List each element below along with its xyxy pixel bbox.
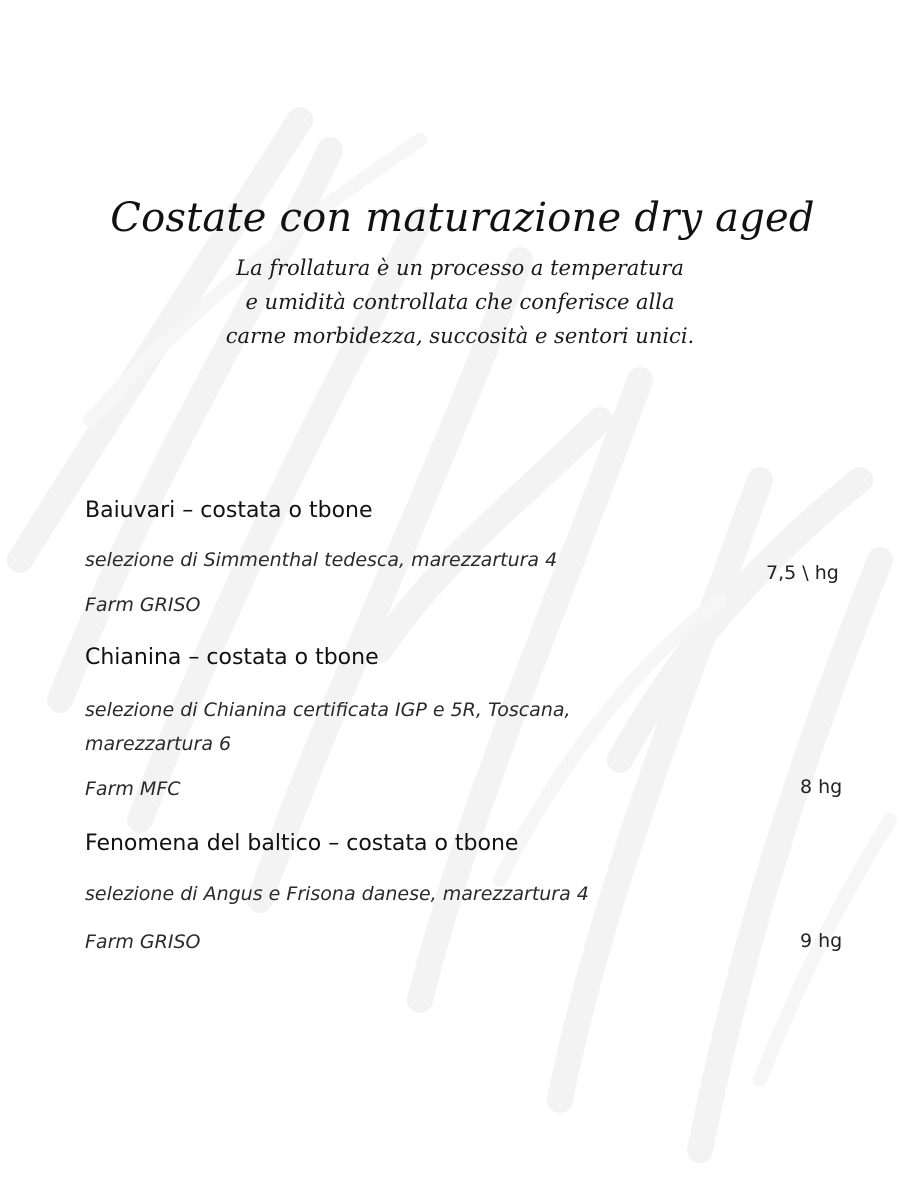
item-farm: Farm GRISO xyxy=(85,594,201,616)
subtitle-line: e umidità controllata che conferisce alla xyxy=(245,290,675,314)
item-title: Baiuvari xyxy=(85,498,176,523)
subtitle-line: La frollatura è un processo a temperatura xyxy=(236,256,684,280)
item-description: marezzartura 6 xyxy=(85,733,232,755)
item-separator: – xyxy=(328,831,340,856)
page-subtitle xyxy=(20,251,900,353)
item-separator: – xyxy=(182,498,194,523)
item-cut: costata o tbone xyxy=(200,498,373,523)
subtitle-line: carne morbidezza, succosità e sentori unici. xyxy=(225,324,695,348)
item-title: Chianina xyxy=(85,645,182,670)
item-description: selezione di Angus e Frisona danese, marezzartura 4 xyxy=(85,883,589,905)
item-description: selezione di Simmenthal tedesca, marezzartura 4 xyxy=(85,549,558,571)
page-title: Costate con maturazione dry aged xyxy=(110,195,815,241)
menu-item-name xyxy=(85,645,379,670)
item-price: 7,5 \ hg xyxy=(766,562,839,584)
menu-item-name xyxy=(85,831,518,856)
item-farm: Farm GRISO xyxy=(85,931,201,953)
item-farm: Farm MFC xyxy=(85,778,181,800)
item-separator: – xyxy=(188,645,200,670)
item-price: 9 hg xyxy=(800,930,843,952)
menu-header xyxy=(0,195,900,353)
item-cut: costata o tbone xyxy=(346,831,519,856)
item-title: Fenomena del baltico xyxy=(85,831,322,856)
item-cut: costata o tbone xyxy=(206,645,379,670)
item-price: 8 hg xyxy=(800,776,843,798)
menu-item-name xyxy=(85,498,373,523)
item-description: selezione di Chianina certificata IGP e 5R, Toscana, xyxy=(85,699,571,721)
